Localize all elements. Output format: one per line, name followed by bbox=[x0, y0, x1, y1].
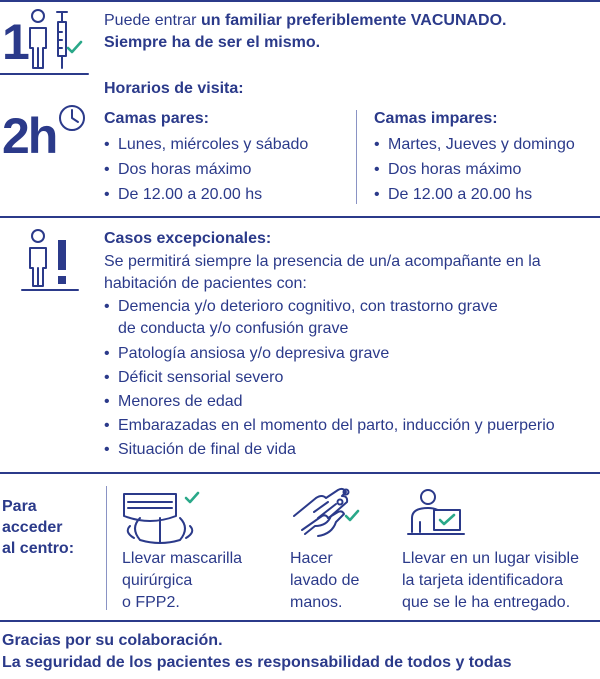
column-divider bbox=[356, 110, 357, 204]
family-visit-text bbox=[104, 10, 594, 54]
same-person-text: Siempre ha de ser el mismo. bbox=[104, 34, 321, 51]
visiting-hours-title: Horarios de visita: bbox=[104, 80, 244, 97]
two-hours-label: 2h bbox=[2, 108, 57, 164]
odd-beds-item: • Martes, Jueves y domingo bbox=[374, 134, 575, 156]
id-card-text bbox=[402, 548, 579, 614]
access-label-line: acceder bbox=[2, 519, 63, 536]
footer-thanks: Gracias por su colaboración. bbox=[2, 632, 223, 649]
access-label-line: al centro: bbox=[2, 540, 75, 557]
hand-wash-text-line: manos. bbox=[290, 594, 343, 611]
section-divider bbox=[0, 472, 600, 474]
odd-beds-item: • Dos horas máximo bbox=[374, 159, 521, 181]
exceptional-item: • Situación de final de vida bbox=[104, 439, 296, 461]
family-visit-bold: un familiar preferiblemente VACUNADO. bbox=[200, 12, 507, 29]
exceptional-item: • Menores de edad bbox=[104, 391, 243, 413]
exceptional-item: • Demencia y/o deterioro cognitivo, con trastorno grave bbox=[104, 296, 498, 318]
hand-wash-text-line: lavado de bbox=[290, 572, 360, 589]
person-alert-icon bbox=[22, 228, 86, 292]
hand-wash-text-line: Hacer bbox=[290, 550, 333, 567]
mask-text bbox=[122, 548, 242, 614]
exceptional-cases-title: Casos excepcionales: bbox=[104, 230, 272, 247]
person-vaccine-icon bbox=[0, 8, 88, 70]
exceptional-item: • Déficit sensorial severo bbox=[104, 367, 283, 389]
id-card-text-line: la tarjeta identificadora bbox=[402, 572, 563, 589]
number-one-label: 1 bbox=[2, 14, 30, 70]
exceptional-item: • Embarazadas en el momento del parto, inducción y puerperio bbox=[104, 415, 555, 437]
mask-text-line: Llevar mascarilla bbox=[122, 550, 243, 567]
exceptional-item: • Patología ansiosa y/o depresiva grave bbox=[104, 343, 389, 365]
mask-text-line: o FPP2. bbox=[122, 594, 180, 611]
mask-icon bbox=[122, 488, 206, 544]
even-beds-item: • Dos horas máximo bbox=[104, 159, 251, 181]
id-card-icon bbox=[406, 488, 466, 542]
section-divider bbox=[0, 216, 600, 218]
family-visit-prefix: Puede entrar bbox=[104, 12, 201, 29]
mask-text-line: quirúrgica bbox=[122, 572, 193, 589]
id-card-text-line: Llevar en un lugar visible bbox=[402, 550, 579, 567]
top-divider bbox=[0, 0, 600, 2]
even-beds-item: • De 12.00 a 20.00 hs bbox=[104, 184, 262, 206]
odd-beds-title: Camas impares: bbox=[374, 110, 498, 127]
id-card-text-line: que se le ha entregado. bbox=[402, 594, 571, 611]
exceptional-intro-line2: habitación de pacientes con: bbox=[104, 275, 307, 292]
exceptional-intro-line1: Se permitirá siempre la presencia de un/a acompañante en la bbox=[104, 253, 541, 270]
two-hours-icon bbox=[0, 100, 90, 170]
even-beds-item: • Lunes, miércoles y sábado bbox=[104, 134, 308, 156]
footer-safety: La seguridad de los pacientes es responsabilidad de todos y todas bbox=[2, 654, 512, 671]
access-divider bbox=[106, 486, 107, 610]
exception-icon bbox=[22, 228, 86, 292]
hand-wash-icon bbox=[290, 486, 370, 546]
exceptional-item-continuation: de conducta y/o confusión grave bbox=[118, 320, 349, 337]
one-family-icon bbox=[0, 8, 88, 70]
odd-beds-item: • De 12.00 a 20.00 hs bbox=[374, 184, 532, 206]
hand-wash-text bbox=[290, 548, 359, 614]
section-divider bbox=[0, 620, 600, 622]
access-label-line: Para bbox=[2, 498, 37, 515]
access-label bbox=[2, 496, 74, 559]
clock-icon bbox=[0, 100, 90, 170]
even-beds-title: Camas pares: bbox=[104, 110, 209, 127]
